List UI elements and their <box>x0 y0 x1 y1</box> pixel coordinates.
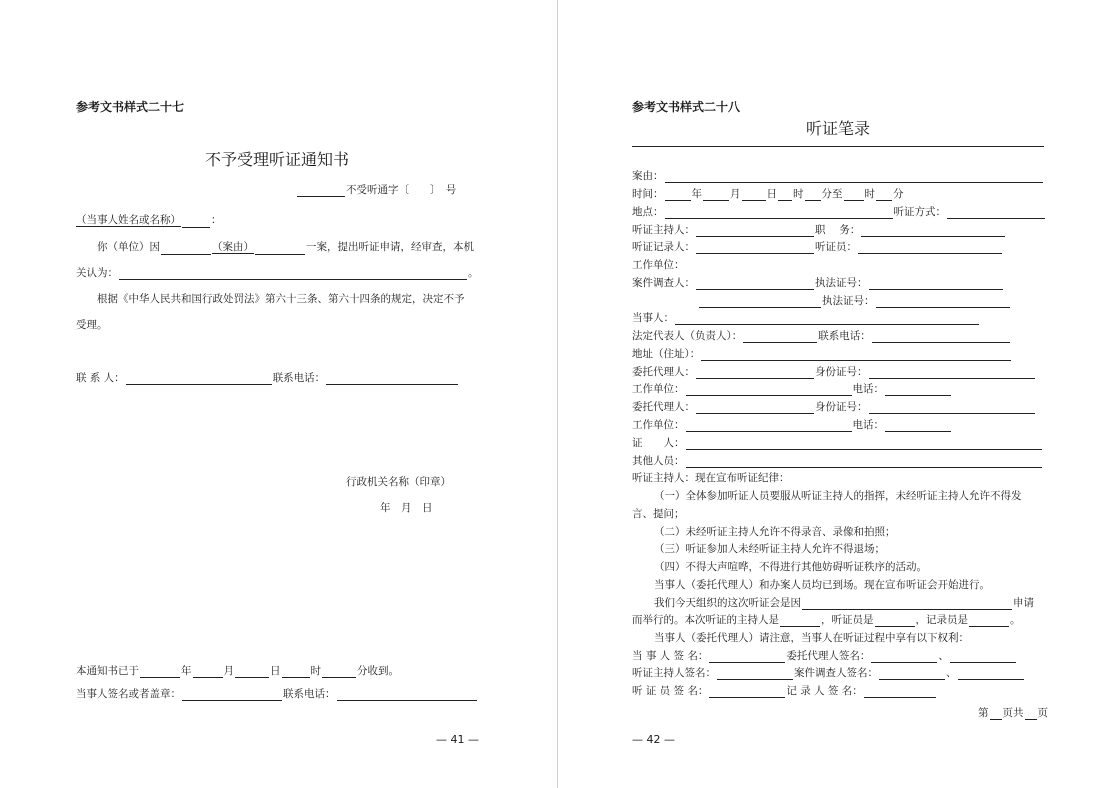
paragraph-2-line-1: 根据《中华人民共和国行政处罚法》第六十三条、第六十四条的规定，决定不予 <box>97 293 465 305</box>
witness-row: 证 人： <box>632 436 1043 450</box>
paragraph-1-line-2: 关认为： 。 <box>76 267 479 279</box>
left-document-title: 不予受理听证通知书 <box>205 150 350 169</box>
others-row: 其他人员： <box>632 454 1043 468</box>
paragraph-2-line-2: 受理。 <box>76 319 108 331</box>
page-count-line: 第 页共 页 <box>978 707 1048 719</box>
time-row: 时间： 年 月 日 时 分至 时 分 <box>632 188 904 200</box>
announcement: 当事人（委托代理人）和办案人员均已到场。现在宣布听证会开始进行。 <box>654 579 990 591</box>
rule-4: （四）不得大声喧哗，不得进行其他妨碍听证秩序的活动。 <box>654 561 927 573</box>
investigator-row: 案件调查人： 执法证号： <box>632 276 1004 290</box>
agent-row-2: 委托代理人： 身份证号： <box>632 400 1036 414</box>
party-row: 当事人： <box>632 311 980 325</box>
signature-row-3: 听 证 员 签 名： 记 录 人 签 名： <box>632 684 937 698</box>
contact-line: 联 系 人： 联系电话： <box>76 371 459 385</box>
signature-line: 当事人签名或者盖章： 联系电话： <box>76 687 478 701</box>
title-rule <box>632 146 1044 147</box>
case-row: 案由： <box>632 169 1044 183</box>
left-doc-number-line <box>296 183 456 197</box>
right-page <box>558 0 1115 788</box>
recorder-row: 听证记录人： 听证员： <box>632 240 1003 254</box>
left-page-number: — 41 — <box>436 733 479 746</box>
place-row: 地点： 听证方式： <box>632 205 1046 219</box>
left-page <box>0 0 557 788</box>
legal-rep-row: 法定代表人（负责人）： 联系电话： <box>632 329 1011 343</box>
rule-1-line-1: （一）全体参加听证人员要服从听证主持人的指挥，未经听证主持人允许不得发 <box>654 490 1022 502</box>
signature-row-1: 当 事 人 签 名： 委托代理人签名： 、 <box>632 649 1017 663</box>
investigator-row-2: 执法证号： <box>698 294 1011 308</box>
paragraph-1-line-1: 你（单位）因 （案由） 一案，提出听证申请，经审查，本机 <box>97 241 474 253</box>
address-row: 地址（住址）： <box>632 347 1012 361</box>
work-unit-row: 工作单位： <box>632 259 685 271</box>
receipt-line: 本通知书已于 年 月 日 时 分收到。 <box>76 665 399 677</box>
hearing-reason-line: 我们今天组织的这次听证会是因 申请 <box>654 597 1034 609</box>
case-cause-placeholder: （案由） <box>212 241 254 253</box>
left-template-number: 参考文书样式二十七 <box>76 100 185 114</box>
rule-3: （三）听证参加人未经听证主持人允许不得退场； <box>654 543 885 555</box>
issue-date: 年 月 日 <box>380 502 433 514</box>
agency-seal-label: 行政机关名称（印章） <box>346 476 451 488</box>
right-page-number: — 42 — <box>632 733 675 746</box>
agent-row-1: 委托代理人： 身份证号： <box>632 365 1036 379</box>
discipline-heading: 听证主持人：现在宣布听证纪律： <box>632 472 790 484</box>
rule-2: （二）未经听证主持人允许不得录音、录像和拍照； <box>654 526 896 538</box>
right-template-number: 参考文书样式二十八 <box>632 100 741 114</box>
addressee-placeholder: （当事人姓名或名称） <box>76 214 181 226</box>
right-document-title: 听证笔录 <box>806 119 871 138</box>
host-row: 听证主持人： 职 务： <box>632 223 1006 237</box>
rule-1-line-2: 言、提问； <box>632 508 685 520</box>
hearing-staff-line: 而举行的。本次听证的主持人是 ，听证员是 ，记录员是 。 <box>632 614 1021 626</box>
agent-work-row-2: 工作单位： 电话： <box>632 418 952 432</box>
doc-number-label: 不受听通字〔 〕 号 <box>346 184 457 196</box>
agent-work-row-1: 工作单位： 电话： <box>632 382 952 396</box>
signature-row-2: 听证主持人签名： 案件调查人签名： 、 <box>632 666 1025 680</box>
rights-notice: 当事人（委托代理人）请注意，当事人在听证过程中享有以下权利： <box>654 632 969 644</box>
addressee-line: （当事人姓名或名称） ： <box>76 214 222 226</box>
